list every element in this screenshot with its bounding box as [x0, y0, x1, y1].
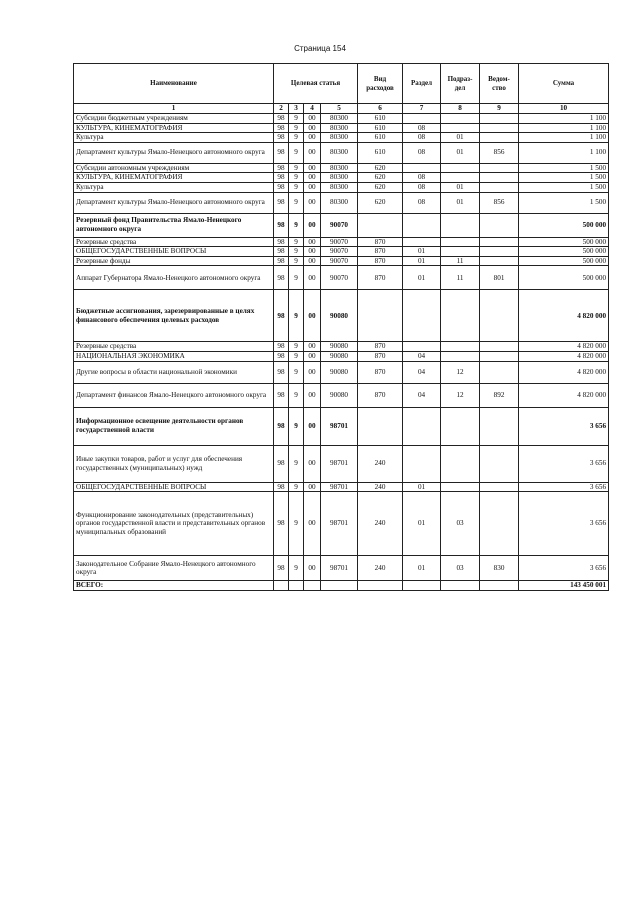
row-vid [358, 407, 403, 445]
table-row [74, 237, 609, 247]
row-podrazdel [441, 342, 480, 352]
row-name: Департамент финансов Ямало-Ненецкого автономного округа [74, 383, 274, 407]
header-vid: Вид расходов [358, 64, 403, 104]
row-sum: 500 000 [519, 266, 609, 290]
header-summa: Сумма [519, 64, 609, 104]
row-code-2: 9 [289, 482, 304, 492]
col-num: 9 [480, 104, 519, 114]
row-podrazdel [441, 482, 480, 492]
row-sum: 500 000 [519, 247, 609, 257]
row-sum: 1 100 [519, 114, 609, 124]
row-code-1: 98 [274, 266, 289, 290]
row-code-3: 00 [304, 383, 321, 407]
row-vedomstvo [480, 163, 519, 173]
row-name: ОБЩЕГОСУДАРСТВЕННЫЕ ВОПРОСЫ [74, 247, 274, 257]
row-name: Иные закупки товаров, работ и услуг для обеспечения государственных (муниципальных) нужд [74, 445, 274, 482]
row-code-1: 98 [274, 114, 289, 124]
row-vid: 620 [358, 192, 403, 213]
row-razdel: 01 [403, 247, 441, 257]
row-code-2: 9 [289, 163, 304, 173]
row-code-1: 98 [274, 123, 289, 133]
table-row [74, 192, 609, 213]
col-num: 5 [321, 104, 358, 114]
row-sum: 1 100 [519, 123, 609, 133]
row-name: Информационное освещение деятельности органов государственной власти [74, 407, 274, 445]
row-code-1: 98 [274, 173, 289, 183]
header-vedomstvo: Ведом-ство [480, 64, 519, 104]
row-vedomstvo [480, 351, 519, 361]
row-name: Департамент культуры Ямало-Ненецкого автономного округа [74, 142, 274, 163]
row-code-2: 9 [289, 192, 304, 213]
table-row [74, 182, 609, 192]
row-podrazdel [441, 114, 480, 124]
row-vid: 870 [358, 237, 403, 247]
row-vid: 610 [358, 114, 403, 124]
row-razdel [403, 213, 441, 237]
row-razdel: 04 [403, 383, 441, 407]
row-code-3: 00 [304, 351, 321, 361]
row-sum: 3 656 [519, 556, 609, 581]
row-code-2: 9 [289, 492, 304, 556]
row-vedomstvo: 856 [480, 142, 519, 163]
table-row [74, 266, 609, 290]
row-podrazdel: 11 [441, 266, 480, 290]
row-podrazdel [441, 407, 480, 445]
col-num: 3 [289, 104, 304, 114]
row-code-1: 98 [274, 351, 289, 361]
row-code-4: 80300 [321, 133, 358, 143]
header-name: Наименование [74, 64, 274, 104]
row-code-2: 9 [289, 247, 304, 257]
row-vid: 870 [358, 342, 403, 352]
row-razdel: 01 [403, 266, 441, 290]
row-razdel: 01 [403, 556, 441, 581]
row-vedomstvo [480, 237, 519, 247]
row-sum: 4 820 000 [519, 290, 609, 342]
row-code-2: 9 [289, 342, 304, 352]
row-code-4: 98701 [321, 445, 358, 482]
row-code-2: 9 [289, 256, 304, 266]
row-podrazdel [441, 163, 480, 173]
row-vedomstvo: 801 [480, 266, 519, 290]
row-name: Субсидии автономным учреждениям [74, 163, 274, 173]
row-code-1: 98 [274, 290, 289, 342]
row-vid: 620 [358, 163, 403, 173]
row-code-4: 80300 [321, 182, 358, 192]
row-code-3: 00 [304, 213, 321, 237]
row-code-4: 90070 [321, 237, 358, 247]
table-row [74, 361, 609, 383]
table-row [74, 163, 609, 173]
row-code-1: 98 [274, 383, 289, 407]
row-code-2: 9 [289, 445, 304, 482]
row-name: Функционирование законодательных (представительных) органов государственной власти и представительных органов муниципальных образований [74, 492, 274, 556]
row-razdel [403, 407, 441, 445]
row-code-4: 80300 [321, 114, 358, 124]
row-code-2: 9 [289, 114, 304, 124]
row-code-4: 98701 [321, 556, 358, 581]
col-num: 1 [74, 104, 274, 114]
row-sum: 1 500 [519, 163, 609, 173]
row-podrazdel [441, 173, 480, 183]
row-vid: 240 [358, 482, 403, 492]
row-code-3: 00 [304, 173, 321, 183]
row-vedomstvo [480, 133, 519, 143]
row-podrazdel: 11 [441, 256, 480, 266]
table-row [74, 256, 609, 266]
row-vid: 240 [358, 492, 403, 556]
row-code-4: 90070 [321, 266, 358, 290]
column-number-row [74, 104, 609, 114]
table-row [74, 290, 609, 342]
row-code-3: 00 [304, 133, 321, 143]
row-podrazdel [441, 290, 480, 342]
table-row [74, 407, 609, 445]
row-sum: 3 656 [519, 482, 609, 492]
row-code-1: 98 [274, 445, 289, 482]
row-razdel: 08 [403, 182, 441, 192]
row-code-2: 9 [289, 407, 304, 445]
row-razdel: 08 [403, 133, 441, 143]
row-code-4: 98701 [321, 482, 358, 492]
row-sum: 4 820 000 [519, 342, 609, 352]
row-vedomstvo [480, 482, 519, 492]
row-razdel: 01 [403, 256, 441, 266]
table-row [74, 556, 609, 581]
row-code-4: 90080 [321, 361, 358, 383]
row-name: Другие вопросы в области национальной экономики [74, 361, 274, 383]
table-row [74, 492, 609, 556]
row-code-2: 9 [289, 173, 304, 183]
row-code-4: 90070 [321, 213, 358, 237]
row-code-1: 98 [274, 342, 289, 352]
row-sum: 1 500 [519, 192, 609, 213]
row-vedomstvo: 892 [480, 383, 519, 407]
row-name: Бюджетные ассигнования, зарезервированные в целях финансового обеспечения целевых расходов [74, 290, 274, 342]
row-code-1: 98 [274, 192, 289, 213]
row-code-1: 98 [274, 482, 289, 492]
table-row [74, 342, 609, 352]
row-code-1: 98 [274, 133, 289, 143]
row-name: Законодательное Собрание Ямало-Ненецкого автономного округа [74, 556, 274, 581]
row-code-2: 9 [289, 266, 304, 290]
row-code-1: 98 [274, 492, 289, 556]
row-vedomstvo [480, 290, 519, 342]
row-code-3: 00 [304, 247, 321, 257]
row-code-3: 00 [304, 492, 321, 556]
row-vedomstvo [480, 114, 519, 124]
row-razdel: 08 [403, 123, 441, 133]
row-vid: 240 [358, 445, 403, 482]
col-num: 7 [403, 104, 441, 114]
row-razdel [403, 114, 441, 124]
row-code-3: 00 [304, 163, 321, 173]
table-row [74, 123, 609, 133]
row-name: Культура [74, 182, 274, 192]
row-name: Резервные средства [74, 342, 274, 352]
row-code-1: 98 [274, 361, 289, 383]
row-razdel: 04 [403, 361, 441, 383]
row-sum: 500 000 [519, 237, 609, 247]
row-code-3: 00 [304, 237, 321, 247]
row-podrazdel [441, 237, 480, 247]
row-code-1: 98 [274, 407, 289, 445]
row-razdel: 04 [403, 351, 441, 361]
row-code-3: 00 [304, 182, 321, 192]
row-name: КУЛЬТУРА, КИНЕМАТОГРАФИЯ [74, 123, 274, 133]
row-code-4: 90070 [321, 256, 358, 266]
row-vedomstvo [480, 213, 519, 237]
row-sum: 4 820 000 [519, 361, 609, 383]
row-code-4: 98701 [321, 407, 358, 445]
row-podrazdel: 12 [441, 383, 480, 407]
col-num: 8 [441, 104, 480, 114]
row-podrazdel [441, 351, 480, 361]
row-code-2: 9 [289, 290, 304, 342]
row-vedomstvo: 830 [480, 556, 519, 581]
row-code-2: 9 [289, 383, 304, 407]
row-code-4: 90070 [321, 247, 358, 257]
row-sum: 3 656 [519, 407, 609, 445]
table-row [74, 173, 609, 183]
table-row [74, 482, 609, 492]
total-label: ВСЕГО: [74, 581, 274, 591]
row-code-4: 90080 [321, 383, 358, 407]
row-razdel: 01 [403, 492, 441, 556]
row-podrazdel: 01 [441, 133, 480, 143]
row-code-2: 9 [289, 142, 304, 163]
row-code-3: 00 [304, 123, 321, 133]
row-razdel: 08 [403, 173, 441, 183]
row-razdel [403, 237, 441, 247]
row-code-4: 80300 [321, 173, 358, 183]
row-razdel: 08 [403, 142, 441, 163]
row-vedomstvo [480, 256, 519, 266]
header-target: Целевая статья [274, 64, 358, 104]
row-name: КУЛЬТУРА, КИНЕМАТОГРАФИЯ [74, 173, 274, 183]
row-razdel [403, 342, 441, 352]
row-name: Резервные фонды [74, 256, 274, 266]
row-sum: 1 100 [519, 142, 609, 163]
row-podrazdel [441, 123, 480, 133]
row-code-1: 98 [274, 247, 289, 257]
header-row [74, 64, 609, 104]
row-name: Резервные средства [74, 237, 274, 247]
row-name: Аппарат Губернатора Ямало-Ненецкого автономного округа [74, 266, 274, 290]
row-code-1: 98 [274, 237, 289, 247]
row-razdel [403, 290, 441, 342]
table-row [74, 133, 609, 143]
row-code-1: 98 [274, 182, 289, 192]
row-code-3: 00 [304, 142, 321, 163]
row-name: Субсидии бюджетным учреждениям [74, 114, 274, 124]
row-code-3: 00 [304, 407, 321, 445]
table-row [74, 247, 609, 257]
row-vid: 870 [358, 266, 403, 290]
row-vid: 610 [358, 123, 403, 133]
table-row [74, 213, 609, 237]
row-code-3: 00 [304, 342, 321, 352]
row-name: Резервный фонд Правительства Ямало-Ненецкого автономного округа [74, 213, 274, 237]
row-code-2: 9 [289, 182, 304, 192]
row-code-2: 9 [289, 361, 304, 383]
row-vid [358, 290, 403, 342]
row-sum: 1 100 [519, 133, 609, 143]
row-podrazdel: 12 [441, 361, 480, 383]
table-body [74, 114, 609, 581]
row-podrazdel: 01 [441, 182, 480, 192]
row-vedomstvo [480, 123, 519, 133]
table-row [74, 445, 609, 482]
row-code-2: 9 [289, 133, 304, 143]
row-code-4: 80300 [321, 142, 358, 163]
row-code-1: 98 [274, 163, 289, 173]
row-sum: 4 820 000 [519, 351, 609, 361]
row-podrazdel: 01 [441, 192, 480, 213]
table-row [74, 142, 609, 163]
row-vedomstvo [480, 182, 519, 192]
budget-table [73, 63, 609, 591]
row-vedomstvo [480, 247, 519, 257]
row-vid [358, 213, 403, 237]
row-code-1: 98 [274, 256, 289, 266]
row-vedomstvo [480, 407, 519, 445]
row-vid: 240 [358, 556, 403, 581]
row-code-3: 00 [304, 192, 321, 213]
row-vid: 610 [358, 133, 403, 143]
row-podrazdel [441, 247, 480, 257]
row-code-4: 98701 [321, 492, 358, 556]
row-code-2: 9 [289, 237, 304, 247]
row-code-3: 00 [304, 290, 321, 342]
row-code-3: 00 [304, 266, 321, 290]
row-code-2: 9 [289, 123, 304, 133]
row-code-3: 00 [304, 556, 321, 581]
row-vedomstvo [480, 361, 519, 383]
row-sum: 3 656 [519, 445, 609, 482]
row-code-4: 80300 [321, 163, 358, 173]
row-code-4: 80300 [321, 123, 358, 133]
row-vedomstvo [480, 492, 519, 556]
row-code-2: 9 [289, 556, 304, 581]
row-code-1: 98 [274, 142, 289, 163]
row-podrazdel: 03 [441, 556, 480, 581]
row-name: Культура [74, 133, 274, 143]
row-code-2: 9 [289, 351, 304, 361]
col-num: 6 [358, 104, 403, 114]
header-razdel: Раздел [403, 64, 441, 104]
row-vedomstvo: 856 [480, 192, 519, 213]
row-sum: 1 500 [519, 182, 609, 192]
row-code-4: 90080 [321, 342, 358, 352]
row-code-3: 00 [304, 256, 321, 266]
row-code-3: 00 [304, 114, 321, 124]
row-vid: 870 [358, 361, 403, 383]
row-razdel: 01 [403, 482, 441, 492]
row-vid: 870 [358, 256, 403, 266]
row-vid: 620 [358, 182, 403, 192]
row-razdel [403, 163, 441, 173]
row-razdel: 08 [403, 192, 441, 213]
row-vid: 870 [358, 351, 403, 361]
total-sum: 143 450 001 [519, 581, 609, 591]
row-vid: 870 [358, 383, 403, 407]
row-podrazdel: 01 [441, 142, 480, 163]
row-podrazdel [441, 213, 480, 237]
col-num: 4 [304, 104, 321, 114]
row-sum: 500 000 [519, 256, 609, 266]
col-num: 10 [519, 104, 609, 114]
total-row [74, 581, 609, 591]
page-number-label: Страница 154 [294, 44, 346, 53]
row-code-3: 00 [304, 445, 321, 482]
row-vid: 870 [358, 247, 403, 257]
row-vid: 620 [358, 173, 403, 183]
row-razdel [403, 445, 441, 482]
row-sum: 3 656 [519, 492, 609, 556]
table-row [74, 351, 609, 361]
row-sum: 1 500 [519, 173, 609, 183]
row-code-3: 00 [304, 482, 321, 492]
row-name: ОБЩЕГОСУДАРСТВЕННЫЕ ВОПРОСЫ [74, 482, 274, 492]
row-name: НАЦИОНАЛЬНАЯ ЭКОНОМИКА [74, 351, 274, 361]
header-podrazdel: Подраз-дел [441, 64, 480, 104]
table-row [74, 383, 609, 407]
row-code-1: 98 [274, 213, 289, 237]
row-code-1: 98 [274, 556, 289, 581]
row-code-4: 90080 [321, 290, 358, 342]
row-vedomstvo [480, 445, 519, 482]
row-vid: 610 [358, 142, 403, 163]
row-code-4: 80300 [321, 192, 358, 213]
row-podrazdel: 03 [441, 492, 480, 556]
table-row [74, 114, 609, 124]
row-sum: 4 820 000 [519, 383, 609, 407]
row-sum: 500 000 [519, 213, 609, 237]
row-code-2: 9 [289, 213, 304, 237]
row-vedomstvo [480, 342, 519, 352]
row-code-4: 90080 [321, 351, 358, 361]
row-vedomstvo [480, 173, 519, 183]
row-name: Департамент культуры Ямало-Ненецкого автономного округа [74, 192, 274, 213]
row-code-3: 00 [304, 361, 321, 383]
row-podrazdel [441, 445, 480, 482]
col-num: 2 [274, 104, 289, 114]
